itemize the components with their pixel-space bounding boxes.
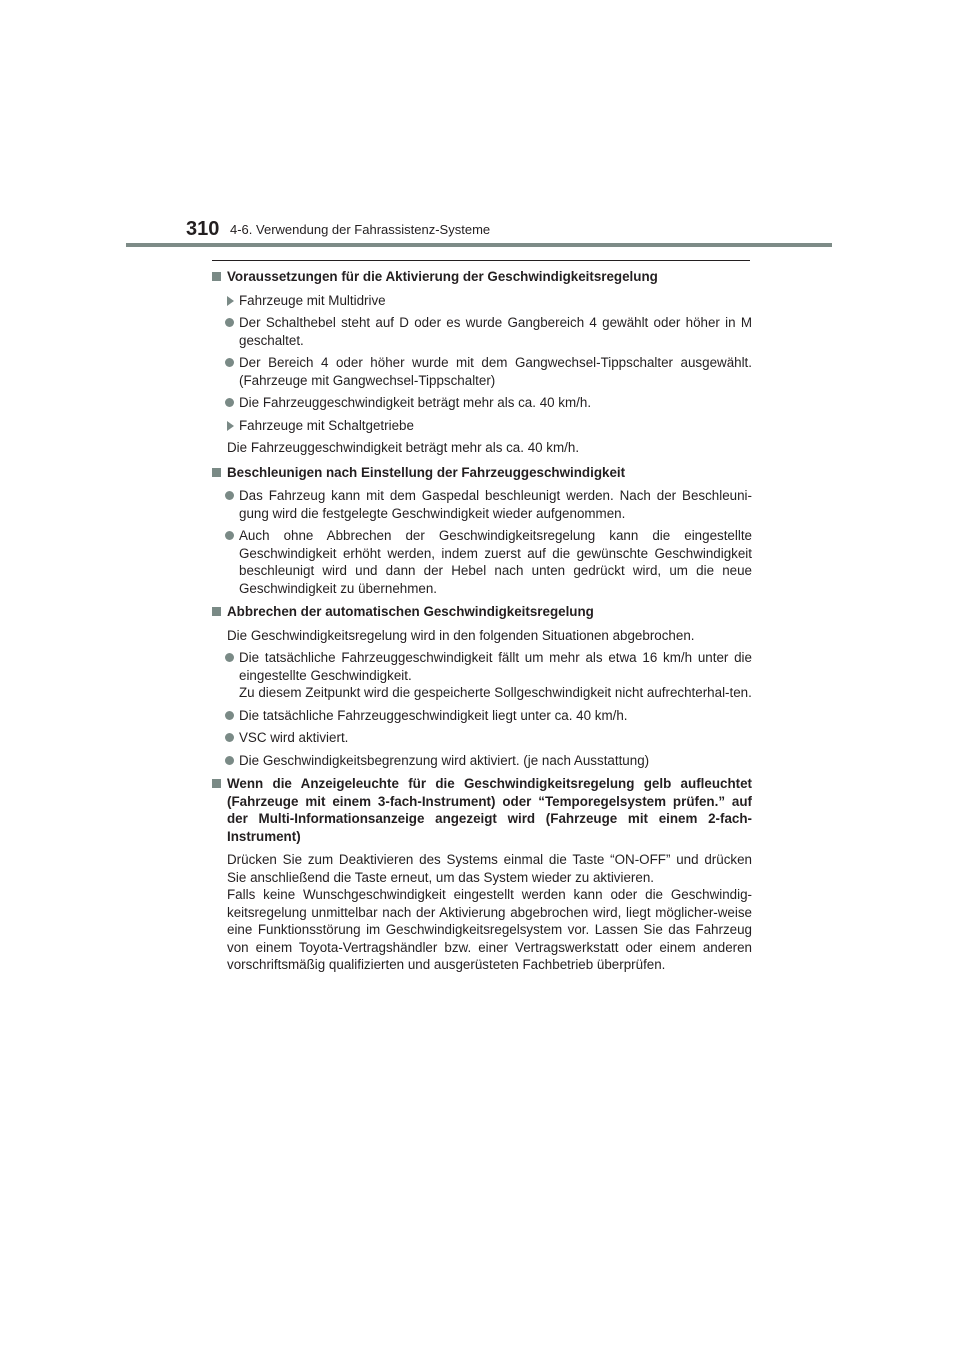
page-number: 310	[186, 218, 220, 240]
heading-cancellation	[212, 603, 752, 621]
subgroup-manual	[212, 417, 752, 435]
section-title: 4-6. Verwendung der Fahrassistenz-Systeme	[230, 222, 491, 237]
list-item	[212, 752, 752, 770]
list-item-text: Zu diesem Zeitpunkt wird die gespeicherte Sollgeschwindigkeit nicht aufrechterhal-ten.	[239, 685, 752, 700]
heading-activation-conditions	[212, 268, 752, 286]
triangle-bullet-icon	[227, 296, 234, 306]
list-item-text: Der Schalthebel steht auf D oder es wurde Gangbereich 4 gewählt oder höher in M geschaltet.	[239, 315, 752, 348]
list-item-text: Die Fahrzeuggeschwindigkeit beträgt mehr als ca. 40 km/h.	[239, 395, 592, 410]
subgroup-multidrive	[212, 292, 752, 310]
paragraph-text: Drücken Sie zum Deaktivieren des Systems einmal die Taste “ON-OFF” und drücken Sie anschließend die Taste erneut, um das System wieder zu aktivieren.	[227, 852, 752, 885]
square-bullet-icon	[212, 779, 221, 788]
heading-text: Wenn die Anzeigeleuchte für die Geschwindigkeitsregelung gelb aufleuchtet (Fahrzeuge mit einem 3-fach-Instrument) oder “Temporegelsystem prüfen.” auf der Multi-Informationsanzeige angezeigt wird (Fahrzeuge mit einem 2-fach-Instrument)	[227, 776, 752, 844]
paragraph-text: Falls keine Wunschgeschwindigkeit eingestellt werden kann oder die Geschwindig-keitsregelung unmittelbar nach der Aktivierung abgebrochen wird, liegt möglicher-weise eine Funktionsstörung im Geschwindigkeitsregelsystem vor. Lassen Sie das Fahrzeug von einem Toyota-Vertragshändler bzw. einer Vertragswerkstatt oder einem anderen vorschriftsmäßig qualifizierten und ausgerüsteten Fachbetrieb überprüfen.	[227, 887, 752, 972]
circle-bullet-icon	[225, 531, 234, 540]
paragraph: Die Fahrzeuggeschwindigkeit beträgt mehr als ca. 40 km/h.	[227, 440, 580, 455]
triangle-bullet-icon	[227, 421, 234, 431]
list-item	[212, 707, 752, 725]
circle-bullet-icon	[225, 653, 234, 662]
list-item	[212, 729, 752, 747]
heading-warning-light	[212, 775, 752, 845]
list-item	[212, 314, 752, 349]
heading-acceleration	[212, 464, 752, 482]
list-item-text: Auch ohne Abbrechen der Geschwindigkeitsregelung kann die eingestellte Geschwindigkeit erhöht werden, indem zuerst auf die gewünschte Geschwindigkeit beschleunigt wird und dann der Hebel nach unten gedrückt wird, um die neue Geschwindigkeit zu übernehmen.	[239, 528, 752, 596]
heading-text: Voraussetzungen für die Aktivierung der Geschwindigkeitsregelung	[227, 269, 658, 284]
list-item-text: Die tatsächliche Fahrzeuggeschwindigkeit liegt unter ca. 40 km/h.	[239, 707, 628, 723]
circle-bullet-icon	[225, 756, 234, 765]
circle-bullet-icon	[225, 318, 234, 327]
list-item	[212, 649, 752, 702]
heading-text: Abbrechen der automatischen Geschwindigkeitsregelung	[227, 604, 594, 619]
subgroup-label: Fahrzeuge mit Schaltgetriebe	[239, 417, 414, 433]
circle-bullet-icon	[225, 398, 234, 407]
header-rule	[126, 243, 832, 247]
circle-bullet-icon	[225, 711, 234, 720]
square-bullet-icon	[212, 607, 221, 616]
list-item	[212, 394, 752, 412]
list-item-text: VSC wird aktiviert.	[239, 730, 349, 745]
circle-bullet-icon	[225, 733, 234, 742]
content-rule	[212, 260, 750, 261]
list-item-text: Die Geschwindigkeitsbegrenzung wird aktiviert. (je nach Ausstattung)	[239, 752, 650, 768]
list-item	[212, 527, 752, 597]
list-item	[212, 487, 752, 522]
heading-text: Beschleunigen nach Einstellung der Fahrzeuggeschwindigkeit	[227, 464, 626, 480]
list-item-text: Das Fahrzeug kann mit dem Gaspedal beschleunigt werden. Nach der Beschleuni-gung wird die festgelegte Geschwindigkeit wieder aufgenommen.	[239, 488, 752, 521]
square-bullet-icon	[212, 468, 221, 477]
circle-bullet-icon	[225, 358, 234, 367]
paragraph: Die Geschwindigkeitsregelung wird in den folgenden Situationen abgebrochen.	[227, 627, 695, 643]
square-bullet-icon	[212, 272, 221, 281]
paragraph	[212, 851, 752, 974]
circle-bullet-icon	[225, 491, 234, 500]
list-item-text: Der Bereich 4 oder höher wurde mit dem Gangwechsel-Tippschalter ausgewählt. (Fahrzeuge mit Gangwechsel-Tippschalter)	[239, 355, 752, 388]
list-item-text: Die tatsächliche Fahrzeuggeschwindigkeit fällt um mehr als etwa 16 km/h unter die eingestellte Geschwindigkeit.	[239, 650, 752, 683]
content	[212, 268, 752, 979]
list-item	[212, 354, 752, 389]
subgroup-label: Fahrzeuge mit Multidrive	[239, 292, 386, 308]
